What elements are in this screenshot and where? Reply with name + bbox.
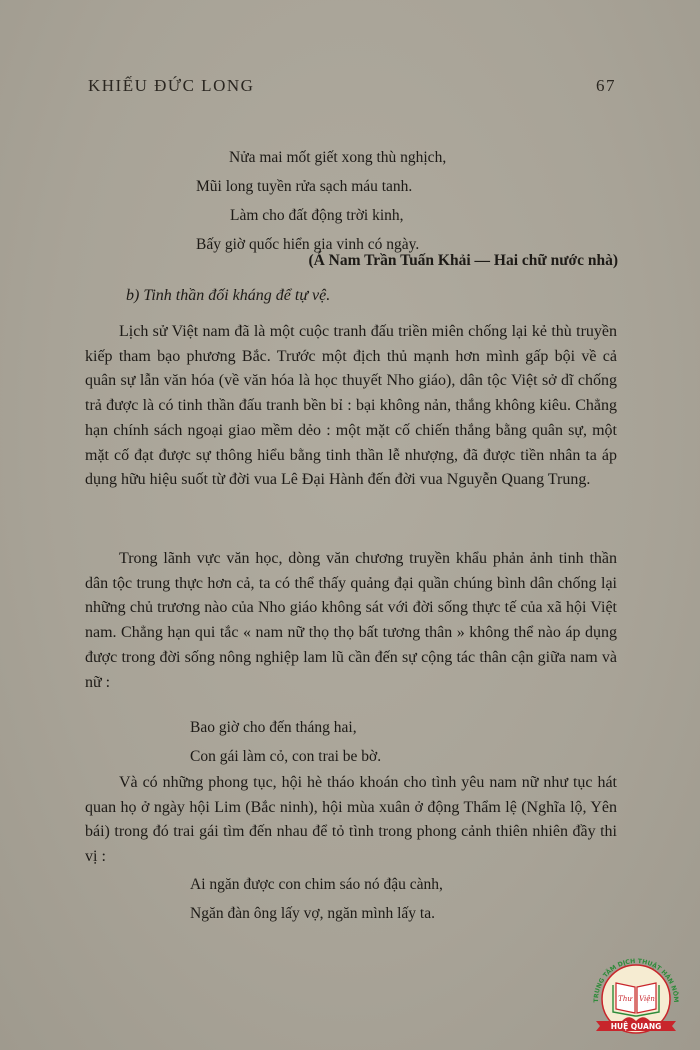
verse-block-2 [190,713,381,771]
section-subheading: b) Tinh thần đối kháng để tự vệ. [126,287,331,304]
paragraph-text: Và có những phong tục, hội hè tháo khoán cho tình yêu nam nữ như tục hát quan họ ở ngày hội Lim (Bắc ninh), hội mùa xuân ở động Thẩm lệ (Nghĩa lộ, Yên bái) trong đó trai gái tìm đến nhau để tỏ tình trong phong cảnh thiên nhiên đầy thi vị : [85,774,617,866]
verse-line: Bao giờ cho đến tháng hai, [190,719,357,736]
verse-line: Mũi long tuyền rửa sạch máu tanh. [196,178,413,195]
library-logo-emblem [590,955,682,1035]
verse-block-1 [185,143,446,259]
verse-line: Con gái làm cỏ, con trai be bờ. [190,748,382,765]
verse-line: Nửa mai mốt giết xong thù nghịch, [229,149,447,166]
paragraph-text: Lịch sử Việt nam đã là một cuộc tranh đấu triền miên chống lại kẻ thù truyền kiếp tham bạo phương Bắc. Trước một địch thủ mạnh hơn mình gấp bội về cả quân sự lẫn văn hóa (về văn hóa là học thuyết Nho giáo), dân tộc Việt sở dĩ chống trả được là có tinh thần đấu tranh bền bỉ : bại không nản, thắng không kiêu. Chẳng hạn chính sách ngoại giao mềm dẻo : một mặt cố chiến thắng bằng quân sự, một mặt cố đạt được sự thông hiểu bằng tinh thần lễ nhượng, đã được tiền nhân ta áp dụng hữu hiệu suốt từ đời vua Lê Đại Hành đến đời vua Nguyễn Quang Trung. [85,323,617,489]
verse-line: Ngăn đàn ông lấy vợ, ngăn mình lấy ta. [190,905,435,922]
book-left-text: Thư [618,995,632,1003]
header-title: KHIẾU ĐỨC LONG [88,76,255,95]
paragraph [85,320,617,493]
paragraph [85,771,617,870]
verse-attribution: (Á Nam Trần Tuấn Khải — Hai chữ nước nhà) [308,252,618,269]
logo-arc-text: TRUNG TÂM DỊCH THUẬT HÁN NÔM [592,957,680,1003]
paragraph-text: Trong lãnh vực văn học, dòng văn chương truyền khẩu phản ảnh tinh thần dân tộc trung thực hơn cả, ta có thể thấy quảng đại quần chúng bình dân chống lại những chủ trương nào của Nho giáo không sát với đời sống thực tế của xã hội Việt nam. Chẳng hạn qui tắc « nam nữ thọ thọ bất tương thân » không thể nào áp dụng được trong đời sống nông nghiệp lam lũ cần đến sự cộng tác thân cận giữa nam và nữ : [85,550,617,691]
logo-banner-text: HUỆ QUANG [610,1022,662,1032]
verse-block-3 [190,870,443,928]
paragraph [85,547,617,695]
library-logo [590,955,682,1035]
verse-line: Làm cho đất động trời kinh, [230,207,404,224]
book-right-text: Viện [639,995,655,1003]
page-number: 67 [596,76,616,95]
verse-line: Ai ngăn được con chim sáo nó đậu cành, [190,876,443,893]
verse-line: Bấy giờ quốc hiển gia vinh có ngày. [196,236,420,253]
